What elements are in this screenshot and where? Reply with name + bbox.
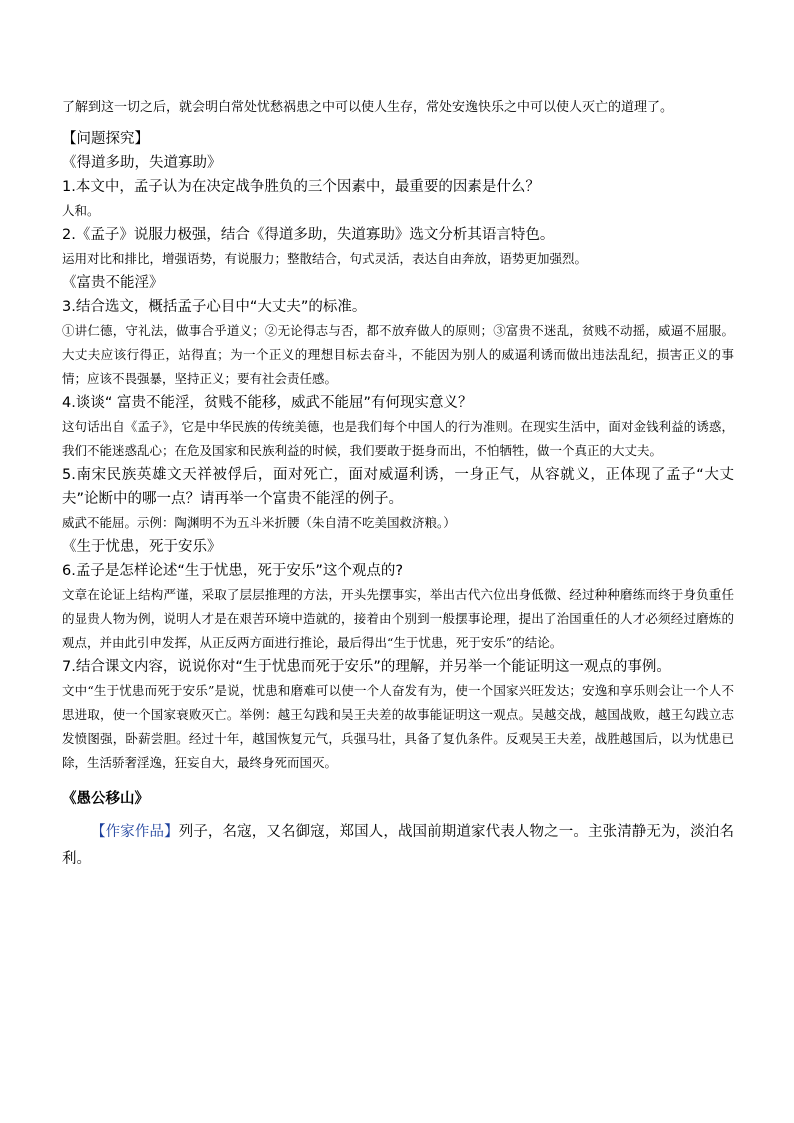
- answer-1: 人和。: [62, 203, 100, 218]
- question-7: 7.结合课文内容，说说你对“生于忧患而死于安乐”的理解，并另举一个能证明这一观点的事例。: [62, 659, 671, 675]
- question-4: 4.谈谈“ 富贵不能淫，贫贱不能移，威武不能屈”有何现实意义？: [62, 395, 473, 411]
- group-title-yugong: 《愚公移山》: [62, 791, 149, 807]
- question-1: 1.本文中，孟子认为在决定战争胜负的三个因素中，最重要的因素是什么？: [62, 179, 540, 195]
- group-title-dedao: 《得道多助，失道寡助》: [62, 155, 222, 171]
- section-heading: 【问题探究】: [62, 131, 149, 147]
- group-title-fugui: 《富贵不能淫》: [62, 275, 164, 291]
- question-5: 5.南宋民族英雄文天祥被俘后，面对死亡，面对威逼利诱，一身正气，从容就义，正体现了孟子“大丈夫”论断中的哪一点？请再举一个富贵不能淫的例子。: [62, 467, 734, 507]
- answer-4: 这句话出自《孟子》，它是中华民族的传统美德，也是我们每个中国人的行为准则。在现实生活中，面对金钱利益的诱惑，我们不能迷惑乱心；在危及国家和民族利益的时候，我们要敢于挺身而出，不怕牺牲，做一个真正的大丈夫。: [62, 419, 734, 458]
- answer-7: 文中“生于忧患而死于安乐”是说，忧患和磨难可以使一个人奋发有为，使一个国家兴旺发达；安逸和享乐则会让一个人不思进取，使一个国家衰败灭亡。举例：越王勾践和吴王夫差的故事能证明这一观点。吴越交战，越国战败，越王勾践立志发愤图强，卧薪尝胆。经过十年，越国恢复元气，兵强马壮，具备了复仇条件。反观吴王夫差，战胜越国后，以为忧患已除，生活骄奢淫逸，狂妄自大，最终身死而国灭。: [62, 683, 734, 770]
- answer-2: 运用对比和排比，增强语势，有说服力；整散结合，句式灵活，表达自由奔放，语势更加强烈。: [62, 251, 588, 266]
- answer-3: ①讲仁德，守礼法，做事合乎道义；②无论得志与否，都不放弃做人的原则；③富贵不迷乱，贫贱不动摇，威逼不屈服。大丈夫应该行得正，站得直；为一个正义的理想目标去奋斗，不能因为别人的威逼利诱而做出违法乱纪，损害正义的事情；应该不畏强暴，坚持正义；要有社会责任感。: [62, 323, 734, 386]
- author-tag: 【作家作品】: [91, 824, 179, 840]
- author-paragraph: [62, 819, 734, 873]
- intro-text: 了解到这一切之后，就会明白常处忧愁祸患之中可以使人生存，常处安逸快乐之中可以使人灭亡的道理了。: [62, 100, 674, 115]
- group-title-shengyu: 《生于忧患，死于安乐》: [62, 539, 222, 555]
- answer-5: 威武不能屈。示例：陶渊明不为五斗米折腰（朱自清不吃美国救济粮。）: [62, 515, 456, 530]
- question-6: 6.孟子是怎样论述“生于忧患，死于安乐”这个观点的?: [62, 563, 404, 579]
- question-3: 3.结合选文，概括孟子心目中“大丈夫”的标准。: [62, 299, 367, 315]
- author-text: 列子，名寇，又名御寇，郑国人，战国前期道家代表人物之一。主张清静无为，淡泊名利。: [62, 824, 735, 867]
- answer-6: 文章在论证上结构严谨，采取了层层推理的方法，开头先摆事实，举出古代六位出身低微、经过种种磨练而终于身负重任的显贵人物为例，说明人才是在艰苦环境中造就的，接着由个别到一般摆事论理，提出了治国重任的人才必须经过磨炼的观点，并由此引申发挥，从正反两方面进行推论，最后得出“生于忧患，死于安乐”的结论。: [62, 587, 734, 650]
- question-2: 2.《孟子》说服力极强，结合《得道多助，失道寡助》选文分析其语言特色。: [62, 227, 555, 243]
- document-page: [62, 96, 734, 873]
